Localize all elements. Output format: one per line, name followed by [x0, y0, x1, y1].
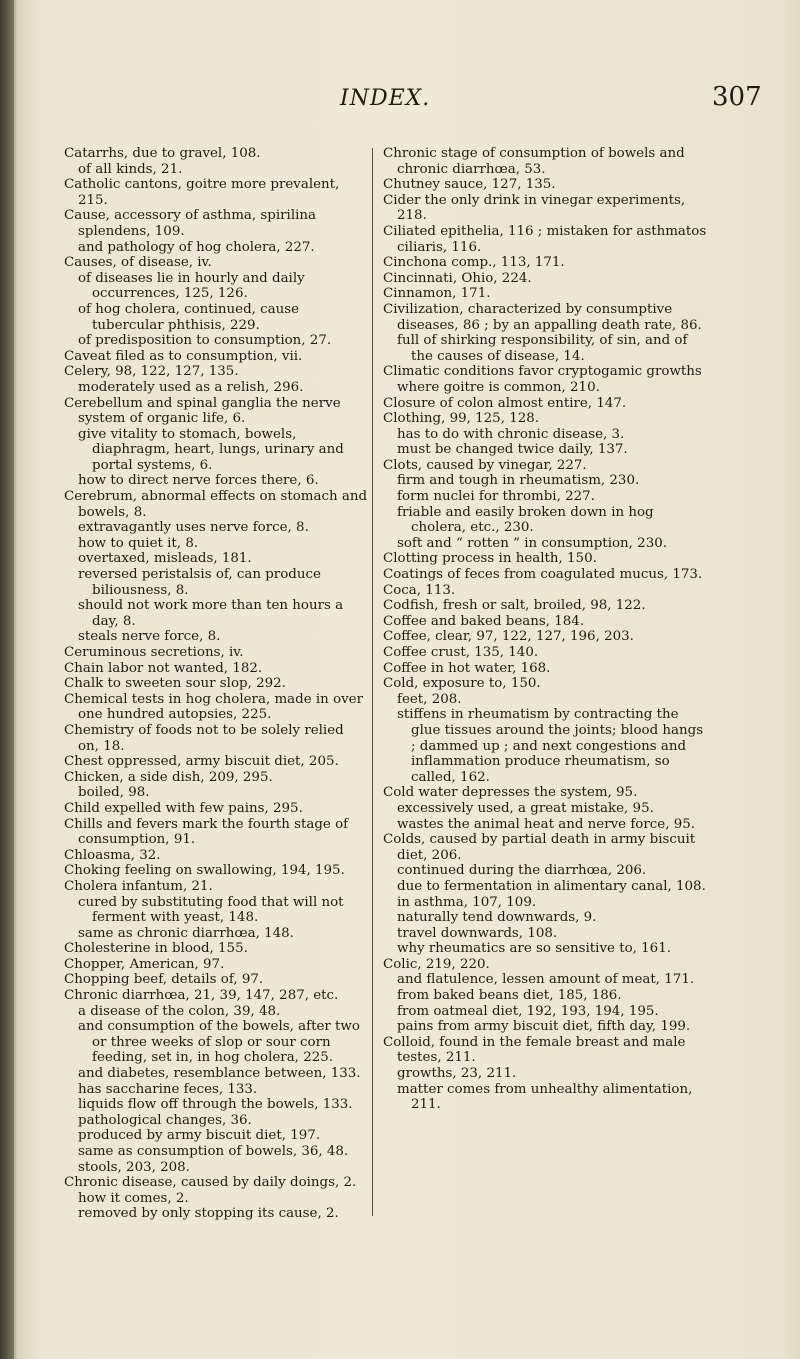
index-entry: Chemical tests in hog cholera, made in over one hundred autopsies, 225.: [64, 691, 364, 723]
index-subentry: cured by substituting food that will not ferment with yeast, 148.: [78, 894, 344, 926]
index-entry: Chloasma, 32.: [64, 847, 161, 863]
index-subentry: and diabetes, resemblance between, 133.: [78, 1066, 361, 1082]
index-entry: Cholesterine in blood, 155.: [64, 941, 248, 957]
index-entry: Causes, of disease, iv.: [64, 255, 212, 271]
index-entry: Chopper, American, 97.: [64, 956, 225, 972]
index-entry: Cerebrum, abnormal effects on stomach and bowels, 8.: [64, 489, 368, 520]
index-subentry: same as chronic diarrhœa, 148.: [78, 925, 294, 941]
index-entry: Cause, accessory of asthma, spirilina splendens, 109.: [64, 208, 317, 239]
index-entry: Ciliated epithelia, 116 ; mistaken for asthmatos ciliaris, 116.: [383, 223, 707, 255]
index-subentry: continued during the diarrhœa, 206.: [397, 863, 647, 879]
index-entry: Child expelled with few pains, 295.: [64, 800, 303, 816]
index-subentry: naturally tend downwards, 9.: [397, 910, 597, 926]
index-subentry: in asthma, 107, 109.: [397, 894, 537, 910]
index-subentry: and flatulence, lessen amount of meat, 171.: [397, 972, 695, 988]
index-subentry: a disease of the colon, 39, 48.: [78, 1003, 281, 1019]
index-entry: Coffee and baked beans, 184.: [383, 613, 585, 629]
index-subentry: feet, 208.: [397, 691, 462, 707]
index-subentry: soft and “ rotten ” in consumption, 230.: [397, 535, 667, 551]
index-entry: Celery, 98, 122, 127, 135.: [64, 364, 239, 380]
index-subentry: excessively used, a great mistake, 95.: [397, 800, 654, 816]
index-subentry: must be changed twice daily, 137.: [397, 442, 628, 458]
index-entry: Coatings of feces from coagulated mucus, 173.: [383, 567, 703, 583]
index-entry: Civilization, characterized by consumptive diseases, 86 ; by an appalling death rate, 86.: [383, 301, 702, 333]
index-entry: Climatic conditions favor cryptogamic growths where goitre is common, 210.: [383, 364, 702, 395]
index-entry: Choking feeling on swallowing, 194, 195.: [64, 863, 345, 879]
index-entry: Cider the only drink in vinegar experiments, 218.: [383, 192, 686, 224]
index-subentry: has to do with chronic disease, 3.: [397, 426, 625, 442]
index-entry: Coffee crust, 135, 140.: [383, 645, 539, 660]
index-subentry: stools, 203, 208.: [78, 1159, 190, 1175]
index-subentry: liquids flow off through the bowels, 133.: [78, 1097, 353, 1113]
index-subentry: from oatmeal diet, 192, 193, 194, 195.: [397, 1003, 659, 1019]
index-entry: Chemistry of foods not to be solely relied on, 18.: [64, 722, 344, 754]
index-subentry: reversed peristalsis of, can produce biliousness, 8.: [78, 567, 321, 598]
index-subentry: of predisposition to consumption, 27.: [78, 333, 332, 349]
index-subentry: boiled, 98.: [78, 785, 150, 801]
index-entry: Cinnamon, 171.: [383, 286, 491, 302]
index-subentry: why rheumatics are so sensitive to, 161.: [397, 941, 671, 957]
page-title: INDEX.: [340, 86, 431, 111]
index-entry: Coffee, clear, 97, 122, 127, 196, 203.: [383, 629, 634, 645]
binding-shadow: [0, 0, 14, 1359]
index-subentry: and pathology of hog cholera, 227.: [78, 239, 315, 255]
index-subentry: removed by only stopping its cause, 2.: [78, 1206, 339, 1222]
index-column-right: [383, 146, 708, 1113]
index-subentry: form nuclei for thrombi, 227.: [397, 489, 595, 505]
index-subentry: same as consumption of bowels, 36, 48.: [78, 1144, 349, 1159]
column-divider: [372, 148, 373, 1216]
index-subentry: matter comes from unhealthy alimentation, 211.: [397, 1081, 693, 1113]
index-entry: Chalk to sweeten sour slop, 292.: [64, 676, 286, 692]
index-entry: Closure of colon almost entire, 147.: [383, 395, 627, 411]
index-entry: Cold, exposure to, 150.: [383, 676, 541, 692]
index-subentry: friable and easily broken down in hog cholera, etc., 230.: [397, 504, 654, 536]
index-entry: Catholic cantons, goitre more prevalent, 215.: [64, 177, 340, 208]
index-entry: Coffee in hot water, 168.: [383, 660, 551, 676]
index-entry: Clothing, 99, 125, 128.: [383, 411, 540, 427]
index-entry: Cerebellum and spinal ganglia the nerve system of organic life, 6.: [64, 395, 341, 427]
running-head: [0, 82, 800, 126]
index-entry: Cinchona comp., 113, 171.: [383, 255, 565, 271]
index-subentry: of all kinds, 21.: [78, 161, 183, 177]
page-number: 307: [712, 82, 762, 112]
index-entry: Colloid, found in the female breast and male testes, 211.: [383, 1034, 686, 1066]
index-entry: Cincinnati, Ohio, 224.: [383, 270, 532, 286]
index-subentry: full of shirking responsibility, of sin, and of the causes of disease, 14.: [397, 333, 688, 364]
index-subentry: and consumption of the bowels, after two or three weeks of slop or sour corn feeding, set in, in hog cholera, 225.: [78, 1019, 360, 1066]
index-subentry: produced by army biscuit diet, 197.: [78, 1128, 321, 1144]
index-subentry: how it comes, 2.: [78, 1190, 189, 1206]
index-entry: Cholera infantum, 21.: [64, 878, 213, 894]
index-subentry: overtaxed, misleads, 181.: [78, 551, 252, 567]
index-entry: Chronic diarrhœa, 21, 39, 147, 287, etc.: [64, 988, 339, 1004]
index-entry: Clots, caused by vinegar, 227.: [383, 457, 587, 473]
index-subentry: extravagantly uses nerve force, 8.: [78, 520, 309, 536]
index-entry: Catarrhs, due to gravel, 108.: [64, 146, 261, 161]
index-subentry: steals nerve force, 8.: [78, 629, 221, 645]
index-subentry: give vitality to stomach, bowels, diaphragm, heart, lungs, urinary and portal systems, 6.: [78, 426, 344, 473]
index-entry: Chronic stage of consumption of bowels and chronic diarrhœa, 53.: [383, 146, 685, 177]
index-entry: Chicken, a side dish, 209, 295.: [64, 769, 273, 785]
index-subentry: how to quiet it, 8.: [78, 535, 199, 551]
index-column-left: [64, 146, 368, 1222]
index-entry: Chest oppressed, army biscuit diet, 205.: [64, 754, 339, 770]
index-subentry: stiffens in rheumatism by contracting the glue tissues around the joints; blood hangs ; dammed up ; and next congestions and inflammation produce rheumatism, so called, 162.: [397, 707, 704, 785]
index-subentry: firm and tough in rheumatism, 230.: [397, 473, 640, 489]
index-subentry: how to direct nerve forces there, 6.: [78, 473, 319, 489]
index-entry: Caveat filed as to consumption, vii.: [64, 348, 303, 364]
index-subentry: should not work more than ten hours a day, 8.: [78, 598, 344, 629]
index-entry: Ceruminous secretions, iv.: [64, 645, 244, 660]
index-entry: Cold water depresses the system, 95.: [383, 785, 638, 801]
index-subentry: of diseases lie in hourly and daily occurrences, 125, 126.: [78, 270, 305, 302]
index-subentry: pathological changes, 36.: [78, 1112, 252, 1128]
index-entry: Colds, caused by partial death in army biscuit diet, 206.: [383, 832, 696, 863]
index-entry: Codfish, fresh or salt, broiled, 98, 122.: [383, 598, 646, 614]
index-subentry: due to fermentation in alimentary canal, 108.: [397, 878, 706, 894]
index-subentry: has saccharine feces, 133.: [78, 1081, 258, 1097]
index-entry: Chopping beef, details of, 97.: [64, 972, 264, 988]
index-subentry: pains from army biscuit diet, fifth day, 199.: [397, 1019, 691, 1035]
index-subentry: moderately used as a relish, 296.: [78, 379, 304, 395]
index-entry: Chronic disease, caused by daily doings, 2.: [64, 1175, 357, 1191]
index-entry: Colic, 219, 220.: [383, 956, 490, 972]
index-entry: Coca, 113.: [383, 582, 456, 598]
index-entry: Chills and fevers mark the fourth stage of consumption, 91.: [64, 816, 349, 848]
index-subentry: travel downwards, 108.: [397, 925, 558, 941]
index-subentry: growths, 23, 211.: [397, 1066, 517, 1082]
index-subentry: from baked beans diet, 185, 186.: [397, 988, 622, 1004]
index-subentry: wastes the animal heat and nerve force, 95.: [397, 816, 696, 832]
index-subentry: of hog cholera, continued, cause tubercular phthisis, 229.: [78, 301, 300, 333]
index-entry: Clotting process in health, 150.: [383, 551, 597, 567]
index-entry: Chain labor not wanted, 182.: [64, 660, 263, 676]
index-entry: Chutney sauce, 127, 135.: [383, 177, 556, 193]
